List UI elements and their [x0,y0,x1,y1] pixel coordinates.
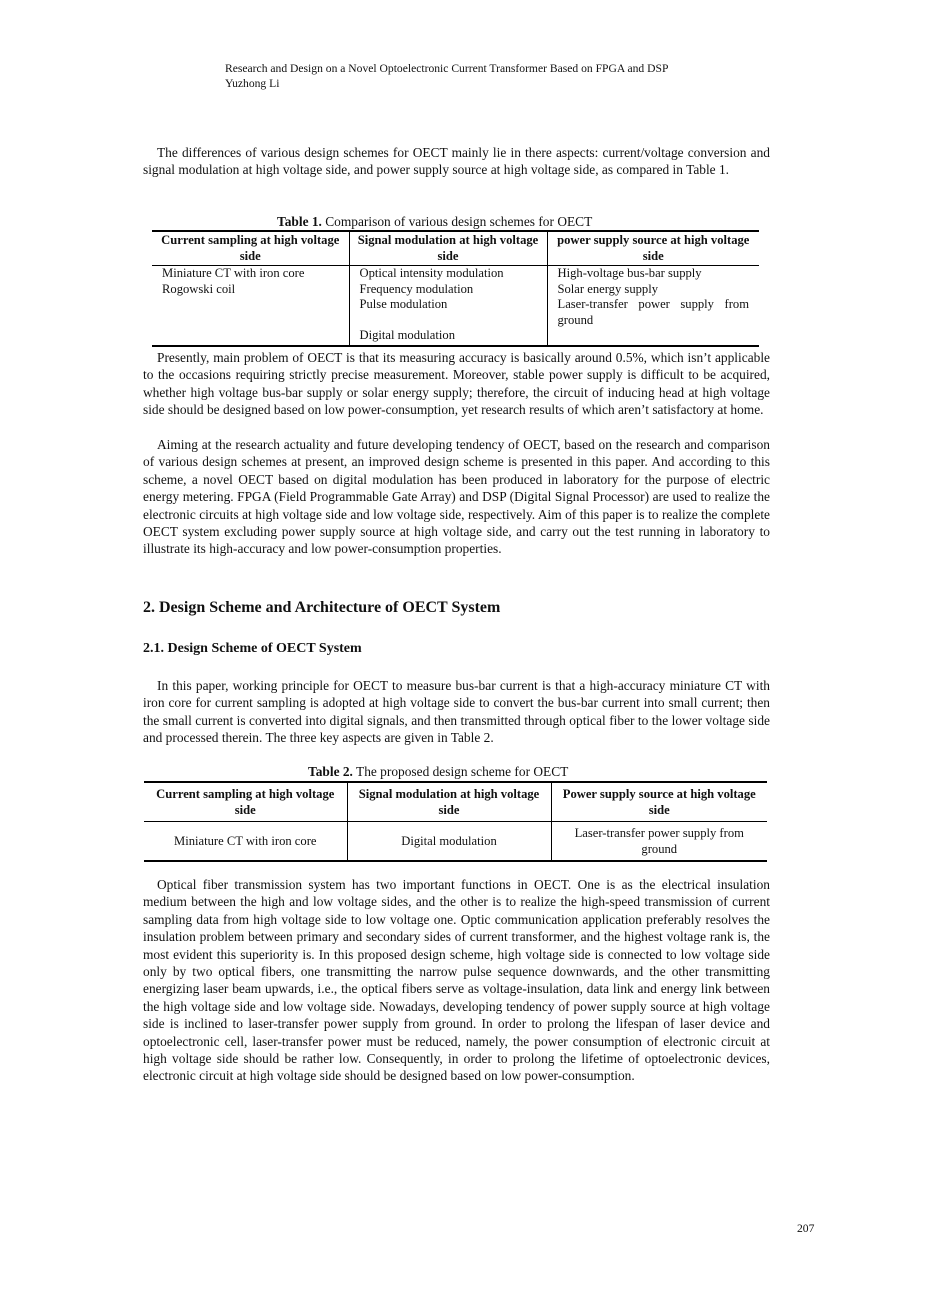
table2-caption [308,764,568,780]
table-cell: Miniature CT with iron core [162,266,305,280]
table-cell: Digital modulation [347,822,551,862]
table-cell: Solar energy supply [547,282,759,298]
table-row [152,328,759,346]
table-cell: Digital modulation [349,328,547,346]
table-cell: Pulse modulation [349,297,547,328]
table-row [152,266,759,282]
table-cell: Optical intensity modulation [349,266,547,282]
table-cell: Miniature CT with iron core [174,834,317,848]
running-header-author: Yuzhong Li [225,77,280,90]
table2-header-cell: Signal modulation at high voltage side [347,782,551,822]
table2-header-cell: Power supply source at high voltage side [551,782,767,822]
table-row [152,282,759,298]
table-cell [152,297,349,328]
table1-header-cell: Signal modulation at high voltage side [349,231,547,266]
table2 [144,781,767,862]
table1-caption-text: Comparison of various design schemes for OECT [321,214,593,229]
table2-header-row [144,782,767,822]
table2-header-cell: Current sampling at high voltage side [144,782,347,822]
table-cell: High-voltage bus-bar supply [547,266,759,282]
paragraph-optical-fiber: Optical fiber transmission system has two important functions in OECT. One is as the electrical insulation medium between the high and low voltage sides, and the other is to realize the high-speed transmission of current sampling data from high voltage side to low voltage one. Optic communication application preferably resolves the insulation problem between primary and secondary sides of current transformer, and the highest voltage rank is, the most evident this superiority is. In this proposed design scheme, high voltage side is connected to low voltage side only by two optical fibers, one transmitting the narrow pulse sequence downwards, and the other transmitting energizing laser beam upwards, i.e., the optical fibers serve as voltage-insulation, data link and energy link between the high voltage side and low voltage side. Nowadays, developing tendency of power supply source at high voltage side is inclined to laser-transfer power supply from ground. In order to prolong the lifespan of laser device and optoelectronic cell, laser-transfer power must be reduced, namely, the power consumption of electronic circuit at high voltage side should be rather low. Consequently, in order to prolong the lifetime of optoelectronic devices, electronic circuit at high voltage side should be designed based on low power-consumption. [143,877,770,1084]
paragraph-aims: Aiming at the research actuality and future developing tendency of OECT, based on the research and comparison of various design schemes at present, an improved design scheme is presented in this paper. And according to this scheme, a novel OECT based on digital modulation has been produced in laboratory for the purpose of electric energy metering. FPGA (Field Programmable Gate Array) and DSP (Digital Signal Processor) are used to realize the electronic circuits at high voltage side and low voltage side, respectively. Aim of this paper is to realize the complete OECT system excluding power supply source at high voltage side, and carry out the test running in laboratory to illustrate its high-accuracy and low power-consumption properties. [143,437,770,557]
table-cell [547,328,759,346]
table-row [144,822,767,862]
table-cell: Laser-transfer power supply from ground [551,822,767,862]
table-cell [152,328,349,346]
paragraph-problems: Presently, main problem of OECT is that its measuring accuracy is basically around 0.5%, which isn’t applicable to the occasions requiring strictly precise measurement. Moreover, stable power supply is difficult to be acquired, whether high voltage bus-bar supply or solar energy supply; therefore, the circuit of inducing head at high voltage side should be designed based on low power-consumption, yet research results of which aren’t satisfactory at home. [143,350,770,418]
table-cell: Rogowski coil [162,281,236,296]
table1 [152,230,759,347]
paragraph-principle: In this paper, working principle for OECT to measure bus-bar current is that a high-accuracy miniature CT with iron core for current sampling is adopted at high voltage side to convert the bus-bar current into small current; then the small current is converted into digital signals, and then transmitted through optical fiber to the lower voltage side and processed therein. The three key aspects are given in Table 2. [143,678,770,746]
page-number: 207 [797,1222,815,1235]
paragraph-intro: The differences of various design schemes for OECT mainly lie in there aspects: current/voltage conversion and signal modulation at high voltage side, and power supply source at high voltage side, as compared in Table 1. [143,145,770,178]
running-header [225,61,668,91]
table2-caption-text: The proposed design scheme for OECT [352,764,569,779]
running-header-title: Research and Design on a Novel Optoelectronic Current Transformer Based on FPGA and DSP [225,62,669,75]
table2-label: Table 2. [308,764,353,779]
table1-label: Table 1. [277,214,322,229]
table1-caption [277,214,592,230]
section-heading: 2. Design Scheme and Architecture of OECT System [143,599,501,616]
table-cell: Frequency modulation [349,282,547,298]
table-row [152,297,759,328]
table1-header-cell: power supply source at high voltage side [547,231,759,266]
subsection-heading: 2.1. Design Scheme of OECT System [143,641,362,656]
table-cell: Laser-transfer power supply from ground [547,297,759,328]
table1-header-cell: Current sampling at high voltage side [152,231,349,266]
table1-header-row [152,231,759,266]
